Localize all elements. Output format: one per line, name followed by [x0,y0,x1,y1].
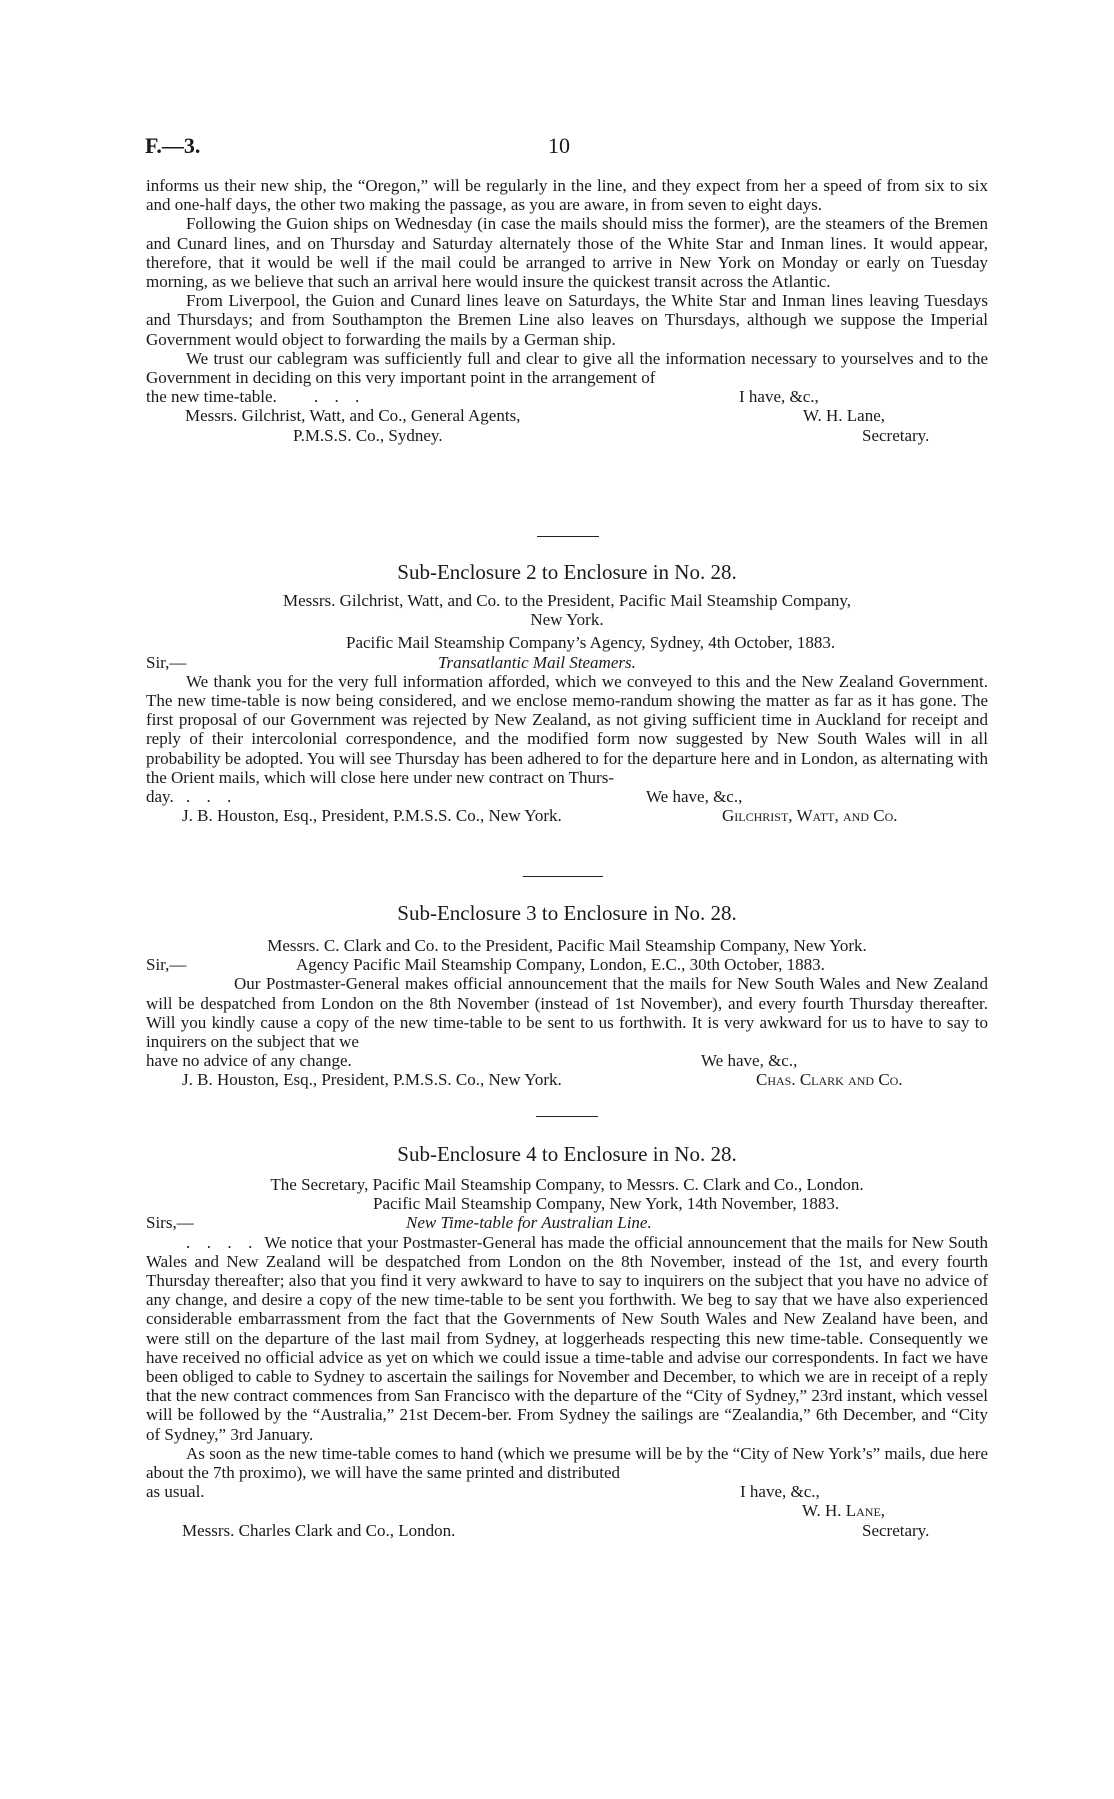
place-date: Pacific Mail Steamship Company’s Agency, Sydney, 4th October, 1883. [346,633,836,653]
salutation: Sir,— [146,955,187,975]
sub-enclosure-2 [146,591,988,825]
signature: Gilchrist, Watt, and Co. [722,806,898,826]
last-line: the new time-table. [146,387,277,407]
signature-line [146,1501,988,1520]
from-to: Messrs. Gilchrist, Watt, and Co. to the President, Pacific Mail Steamship Company, [282,591,852,610]
paragraph: Our Postmaster-General makes official announcement that the mails for New South Wales and New Zealand will be despatched from London on the 8th November (instead of 1st November), and every fourth Thursday thereafter. Will you kindly cause a copy of the new time-table to be sent to us forthwith. It is very awkward for us to have to say to inquirers on the subject that we [146,974,988,1051]
ellipsis: . . . [314,387,366,407]
section-title: Sub-Enclosure 2 to Enclosure in No. 28. [397,560,737,584]
from-to: Messrs. C. Clark and Co. to the President, Pacific Mail Steamship Company, New York. [267,936,867,955]
closing: We have, &c., [646,786,743,806]
signature: W. H. Lane, [802,1501,886,1521]
paragraph: informs us their new ship, the “Oregon,” will be regularly in the line, and they expect from her a speed of from six to six and one-half days, the other two making the passage, as you are aware, in from seven to eight days. [146,176,988,215]
addressee-line [146,406,988,425]
sub-enclosure-3 [146,936,988,1090]
addressee-line [146,806,988,825]
paragraph: Following the Guion ships on Wednesday (in case the mails should miss the former), are the steamers of the Bremen and Cunard lines, and on Thursday and Saturday alternately those of the White Star and Inman lines. It would appear, therefore, that it would be well if the mail could be arranged to arrive in New York on Monday or early on Tuesday morning, as we believe that such an arrival here would insure the quickest transit across the Atlantic. [146,214,988,292]
signature: W. H. Lane, [803,406,885,426]
addressee: P.M.S.S. Co., Sydney. [293,425,443,445]
paragraph: As soon as the new time-table comes to hand (which we presume will be by the “City of New York’s” mails, due here about the 7th proximo), we will have the same printed and distributed [146,1443,988,1482]
last-line: have no advice of any change. [146,1051,352,1071]
salutation-line [146,1213,988,1232]
signature-title: Secretary. [862,1520,930,1540]
salutation-line [146,955,988,974]
ellipsis: . . . [186,786,238,806]
place-date: Pacific Mail Steamship Company, New York, 14th November, 1883. [373,1194,840,1214]
paragraph-text: We notice that your Postmaster-General has made the official announcement that the mails for New South Wales and New Zealand will be despatched from London on the 8th November, instead of the 1st, and every fourth Thursday thereafter; also that you find it very awkward to have to say to inquirers on the subject that you have no advice of any change, and desire a copy of the new time-table to be sent you forthwith. We beg to say that we have also experienced considerable embarrassment from the fact that the Governments of New South Wales and New Zealand have been, and were still on the departure of the last mail from Sydney, at loggerheads respecting this new time-table. Consequently we have received no official advice as yet on which we could issue a time-table and advise our correspondents. In fact we have been obliged to cable to Sydney to ascertain the sailings for November and December, to which we are in receipt of a reply that the new contract commences from San Francisco with the departure of the “City of Sydney,” 23rd instant, which vessel will be followed by the “Australia,” 21st Decem-ber. From Sydney the sailings are “Zealandia,” 6th December, and “City of Sydney,” 3rd January. [146,1232,989,1444]
ellipsis: . . . . [186,1232,259,1252]
letter-continuation [146,176,988,445]
closing-line [146,787,988,806]
section-divider [523,876,603,877]
place-date-line [146,1194,988,1213]
closing: We have, &c., [701,1051,798,1071]
signature-title: Secretary. [862,425,930,445]
closing: I have, &c., [740,1482,820,1502]
salutation-line [146,653,988,672]
salutation: Sir,— [146,652,187,672]
paragraph: We thank you for the very full information afforded, which we conveyed to this and the New Zealand Government. The new time-table is now being considered, and we enclose memo-randum showing the matter as far as it has gone. The first proposal of our Government was rejected by New Zealand, as not giving sufficient time in Auckland for receipt and reply of their intercolonial correspondence, and the modified form now suggested by New South Wales will in all probability be adopted. You will see Thursday has been adhered to for the departure here and in London, as alternating with the Orient mails, which will close here under new contract on Thurs- [146,671,988,787]
addressee: Messrs. Charles Clark and Co., London. [182,1520,456,1540]
salutation: Sirs,— [146,1213,194,1233]
addressee: J. B. Houston, Esq., President, P.M.S.S. Co., New York. [182,1070,562,1090]
place-date: Agency Pacific Mail Steamship Company, London, E.C., 30th October, 1883. [296,955,825,975]
section-title: Sub-Enclosure 3 to Enclosure in No. 28. [397,901,737,925]
section-title: Sub-Enclosure 4 to Enclosure in No. 28. [397,1142,737,1166]
subject: New Time-table for Australian Line. [406,1213,652,1233]
closing-line [146,1482,988,1501]
section-divider [537,536,599,537]
page-number: 10 [548,133,570,158]
place-date-line [146,633,988,652]
addressee: J. B. Houston, Esq., President, P.M.S.S. Co., New York. [182,806,562,826]
section-divider [536,1116,598,1117]
from-to: The Secretary, Pacific Mail Steamship Company, to Messrs. C. Clark and Co., London. [270,1175,864,1194]
sub-enclosure-4 [146,1175,988,1540]
closing-line [146,387,988,406]
from-to-continued: New York. [530,610,604,630]
last-line: day. [146,786,174,806]
addressee-line [146,1070,988,1089]
paragraph: We trust our cablegram was sufficiently full and clear to give all the information necessary to yourselves and to the Government in deciding on this very important point in the arrangement of [146,348,988,388]
addressee-line [146,426,988,445]
addressee-line [146,1521,988,1540]
signature: Chas. Clark and Co. [756,1070,903,1090]
closing-line [146,1051,988,1070]
paragraph: From Liverpool, the Guion and Cunard lines leave on Saturdays, the White Star and Inman lines leaving Tuesdays and Thursdays; and from Southampton the Bremen Line also leaves on Thursdays, although we suppose the Imperial Government would object to forwarding the mails by a German ship. [146,291,988,349]
document-reference: F.—3. [145,133,201,158]
subject: Transatlantic Mail Steamers. [438,652,636,672]
last-line: as usual. [146,1482,205,1502]
paragraph [146,1233,988,1444]
addressee: Messrs. Gilchrist, Watt, and Co., General Agents, [185,406,521,426]
closing: I have, &c., [739,387,819,407]
